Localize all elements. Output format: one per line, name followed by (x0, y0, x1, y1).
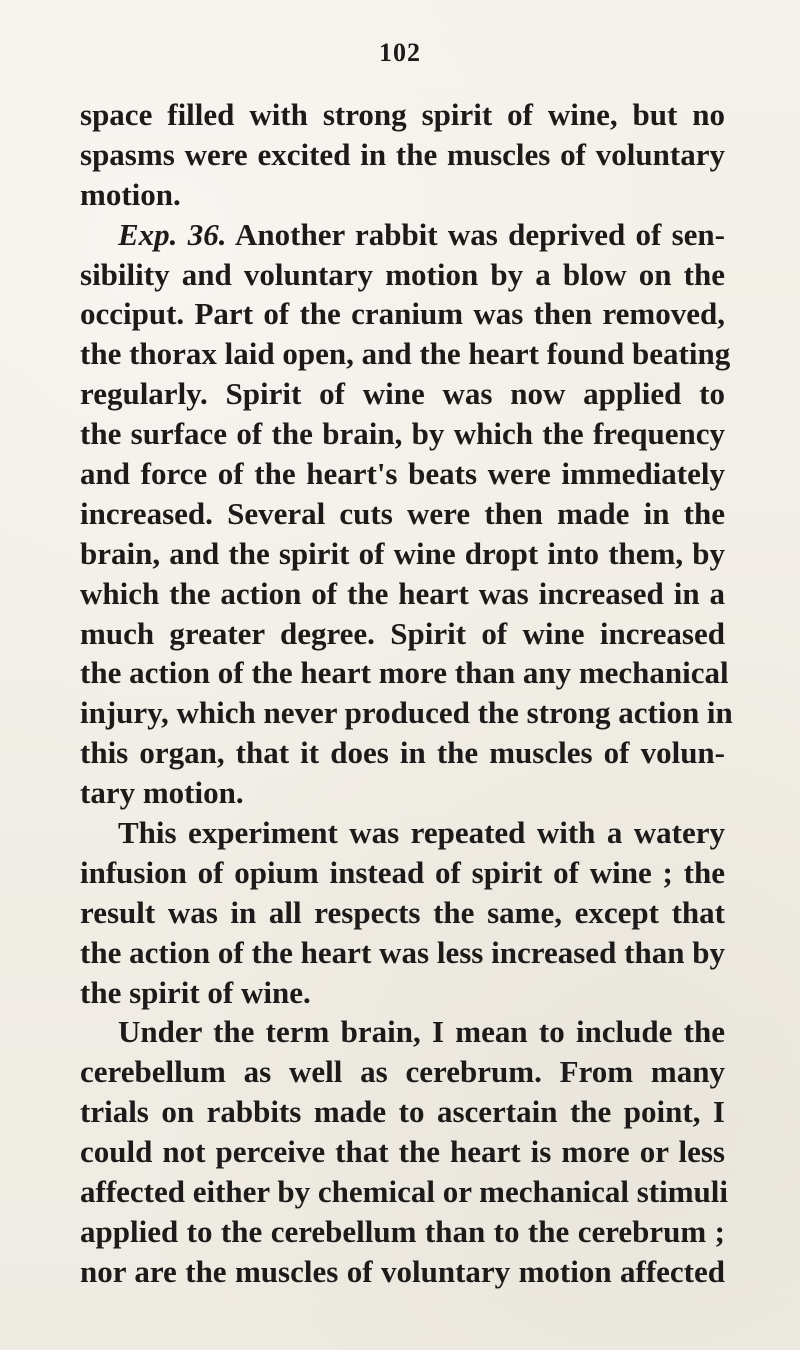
text-line: increased. Several cuts were then made in the (80, 495, 725, 531)
text-line: affected either by chemical or mechanical stimuli (80, 1174, 728, 1210)
text-line: infusion of opium instead of spirit of wine ; the (80, 854, 725, 890)
text-line: result was in all respects the same, except that (80, 894, 725, 930)
text-line: motion. (80, 176, 181, 212)
text-line: regularly. Spirit of wine was now applied to (80, 376, 725, 412)
text-line: nor are the muscles of voluntary motion affected (80, 1253, 725, 1289)
text-line: this organ, that it does in the muscles of volun- (80, 735, 725, 771)
text-line: This experiment was repeated with a watery (118, 815, 725, 851)
text-line: cerebellum as well as cerebrum. From many (80, 1054, 725, 1090)
text-line: tary motion. (80, 775, 244, 811)
text-line: and force of the heart's beats were immediately (80, 456, 725, 492)
text-line: which the action of the heart was increased in a (80, 575, 725, 611)
text-line: space filled with strong spirit of wine, but no (80, 97, 725, 132)
experiment-label: Exp. 36. (118, 216, 227, 252)
text-line: injury, which never produced the strong action in (80, 695, 733, 731)
experiment-heading-text: Another rabbit was deprived of sen- (235, 216, 725, 252)
text-line: the action of the heart was less increased than by (80, 934, 725, 970)
text-line: brain, and the spirit of wine dropt into them, by (80, 535, 725, 571)
text-line: the action of the heart more than any mechanical (80, 655, 729, 691)
text-line: trials on rabbits made to ascertain the point, I (80, 1094, 725, 1130)
text-line: spasms were excited in the muscles of voluntary (80, 136, 725, 172)
text-line: applied to the cerebellum than to the cerebrum ; (80, 1213, 725, 1249)
text-line: sibility and voluntary motion by a blow on the (80, 256, 725, 292)
page-number: 102 (379, 38, 421, 67)
text-line: much greater degree. Spirit of wine increased (80, 615, 725, 651)
text-line: could not perceive that the heart is more or less (80, 1134, 725, 1170)
body-text (80, 95, 733, 1292)
experiment-heading-line (80, 215, 725, 255)
text-line: the surface of the brain, by which the frequency (80, 416, 725, 452)
text-line: occiput. Part of the cranium was then removed, (80, 296, 725, 332)
text-line: Under the term brain, I mean to include the (118, 1014, 725, 1050)
text-line: the thorax laid open, and the heart found beating (80, 336, 731, 372)
text-line: the spirit of wine. (80, 974, 311, 1010)
